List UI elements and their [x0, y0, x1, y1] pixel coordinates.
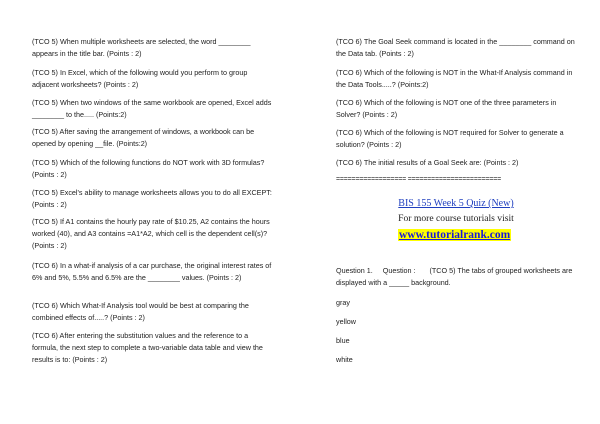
question-item: (TCO 5) When two windows of the same workbook are opened, Excel adds ________ to the..... (Points:2)	[32, 98, 272, 120]
question-item: (TCO 5) In Excel, which of the following would you perform to group adjacent worksheets? (Points : 2)	[32, 68, 248, 90]
question-item: (TCO 6) Which of the following is NOT required for Solver to generate a solution? (Points : 2)	[336, 128, 564, 150]
question-item: (TCO 6) The Goal Seek command is located in the ________ command on the Data tab. (Points : 2)	[336, 37, 575, 59]
question-item: (TCO 5) If A1 contains the hourly pay rate of $10.25, A2 contains the hours worked (40), and A3 contains =A1*A2, which cell is the dependent cell(s)? (Points : 2)	[32, 217, 270, 251]
question-item: (TCO 6) In a what-if analysis of a car purchase, the original interest rates of 6% and 5%, 5.5% and 6.5% are the ________ values. (Points : 2)	[32, 261, 272, 283]
tutorial-text: For more course tutorials visit	[398, 213, 514, 224]
question-item: (TCO 5) Which of the following functions do NOT work with 3D formulas? (Points : 2)	[32, 158, 265, 180]
answer-option[interactable]: blue	[336, 336, 350, 345]
answer-option[interactable]: yellow	[336, 317, 356, 326]
answer-option[interactable]: white	[336, 355, 353, 364]
question-item: (TCO 6) Which of the following is NOT one of the three parameters in Solver? (Points : 2)	[336, 98, 557, 120]
question-text: (TCO 5) The tabs of grouped worksheets are displayed with a _____ background.	[336, 266, 573, 288]
answer-option[interactable]: gray	[336, 298, 350, 307]
question-item: (TCO 6) The initial results of a Goal Seek are: (Points : 2)	[336, 158, 519, 167]
separator-line: ================== ========================	[336, 176, 502, 183]
quiz-title-link[interactable]: BIS 155 Week 5 Quiz (New)	[398, 198, 514, 209]
question-item: (TCO 6) Which What-If Analysis tool would be best at comparing the combined effects of.....? (Points : 2)	[32, 301, 249, 323]
question-item: (TCO 5) After saving the arrangement of windows, a workbook can be opened by opening __file. (Points:2)	[32, 127, 255, 149]
question-item: (TCO 6) After entering the substitution values and the reference to a formula, the next step to complete a two-variable data table and view the results is to: (Points : 2)	[32, 331, 263, 365]
site-link[interactable]: www.tutorialrank.com	[399, 229, 511, 241]
question-label: Question :	[382, 266, 416, 275]
question-1	[336, 265, 576, 289]
question-number: Question 1.	[336, 266, 373, 275]
question-item: (TCO 5) When multiple worksheets are selected, the word ________ appears in the title bar. (Points : 2)	[32, 37, 251, 59]
question-item: (TCO 6) Which of the following is NOT in the What-If Analysis command in the Data Tools.....? (Points:2)	[336, 68, 573, 90]
question-item: (TCO 5) Excel's ability to manage worksheets allows you to do all EXCEPT: (Points : 2)	[32, 188, 272, 210]
